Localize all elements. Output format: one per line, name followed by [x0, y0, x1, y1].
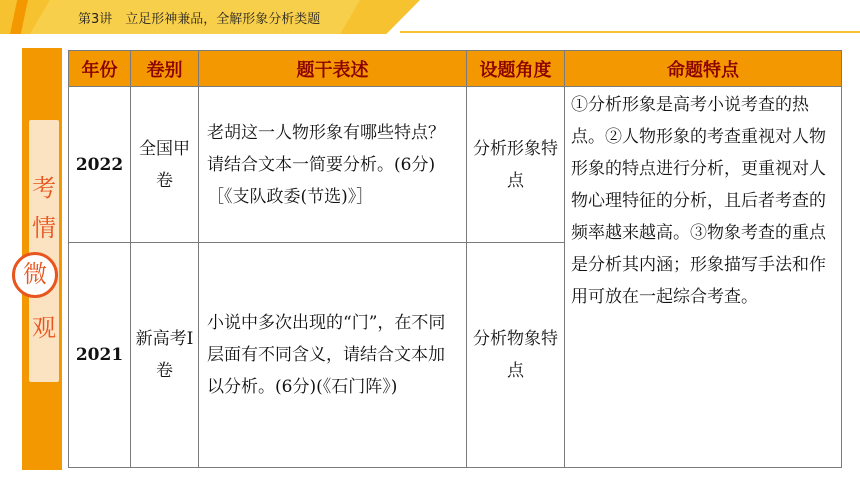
side-char-2: 情 — [32, 214, 56, 242]
side-char-1: 考 — [32, 174, 56, 202]
row-description: 老胡这一人物形象有哪些特点？请结合文本一简要分析。(6分)［《支队政委(节选)》］ — [199, 87, 467, 243]
side-char-4: 观 — [32, 314, 56, 342]
col-header-angle: 设题角度 — [467, 51, 565, 87]
header-divider — [400, 31, 860, 33]
exam-analysis-table — [68, 50, 842, 468]
row-year: 2021 — [69, 243, 131, 468]
row-year: 2022 — [69, 87, 131, 243]
features-cell: ①分析形象是高考小说考查的热点。②人物形象的考查重视对人物形象的特点进行分析，更重视对人物心理特征的分析，且后者考查的频率越来越高。③物象考查的重点是分析其内涵；形象描写手法和作用可放在一起综合考查。 — [565, 87, 842, 468]
header-title: 第3讲 立足形神兼品，全解形象分析类题 — [78, 12, 321, 27]
col-header-features: 命题特点 — [565, 51, 842, 87]
row-description: 小说中多次出现的“门”，在不同层面有不同含义，请结合文本加以分析。(6分)(《石门阵》) — [199, 243, 467, 468]
table-row — [69, 87, 842, 243]
col-header-description: 题干表述 — [199, 51, 467, 87]
row-angle: 分析物象特点 — [467, 243, 565, 468]
col-header-volume: 卷别 — [131, 51, 199, 87]
row-angle: 分析形象特点 — [467, 87, 565, 243]
row-volume: 全国甲卷 — [131, 87, 199, 243]
side-char-3-badge: 微 — [12, 252, 58, 298]
header-bar — [0, 0, 860, 34]
table-header-row — [69, 51, 842, 87]
col-header-year: 年份 — [69, 51, 131, 87]
row-volume: 新高考Ⅰ卷 — [131, 243, 199, 468]
